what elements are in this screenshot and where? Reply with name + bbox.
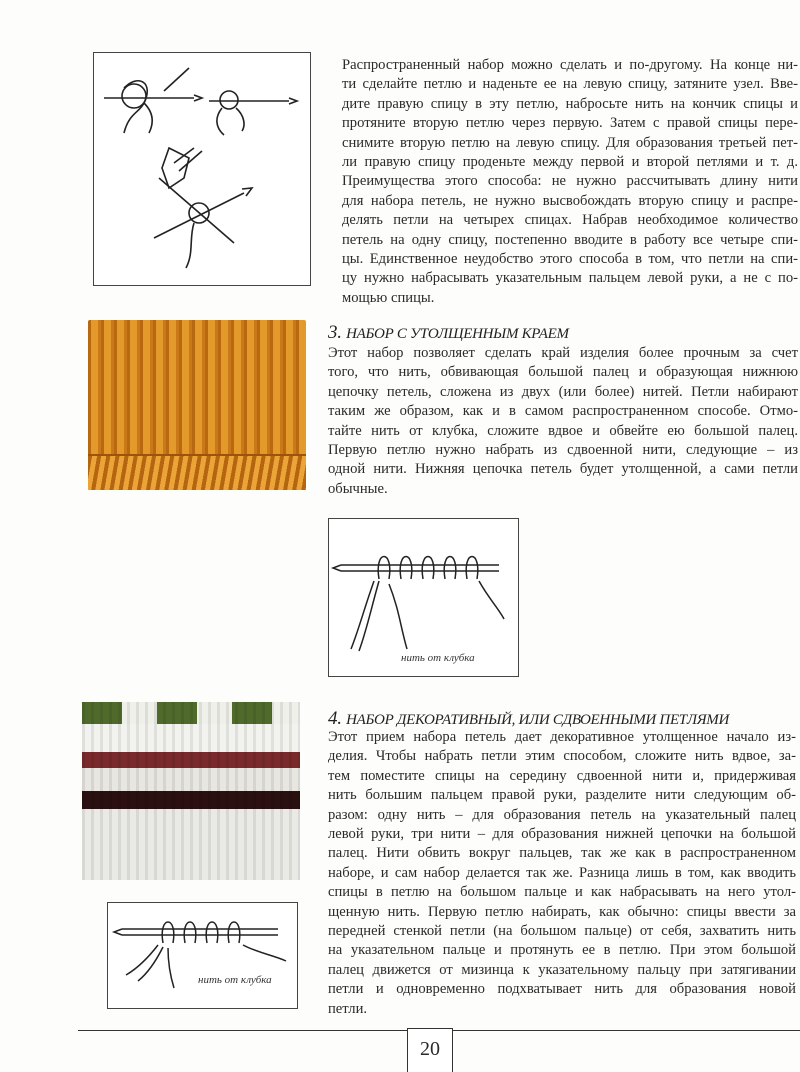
text-line: палец. Нити обвить вокруг пальцев, так же как в распространенном <box>328 845 796 862</box>
text-line: спицы в петлю на большом пальце и как набрасывать на него утол- <box>328 884 796 901</box>
yarn-label: нить от клубка <box>198 974 272 986</box>
text-line: для набора петель, не нужно высвобождать вторую спицу и распре- <box>342 192 798 209</box>
text-line: Преимущества этого способа: не нужно рассчитывать длину нити <box>342 173 798 190</box>
text-line: обычные. <box>328 480 388 497</box>
text-line: мощью спицы. <box>342 289 435 306</box>
section-4-heading <box>328 708 729 730</box>
text-line: Первую петлю нужно набрать из сдвоенной нити, следующие – из <box>328 442 798 459</box>
text-line: на указательном пальце и протянуть ее в петлю. При этом большой <box>328 942 796 959</box>
needle-loops-illustration <box>108 903 297 1008</box>
text-line: нить большим пальцем правой руки, разделите нити следующим об- <box>328 787 796 804</box>
text-line: цу нужно набрасывать указательным пальцем левой руки, а не с по- <box>342 270 798 287</box>
needle-loops-illustration <box>329 519 518 676</box>
section-title: НАБОР ДЕКОРАТИВНЫЙ, ИЛИ СДВОЕННЫМИ ПЕТЛЯМИ <box>346 712 729 728</box>
section-3-heading <box>328 322 569 344</box>
text-line: разом: одну нить – для образования петель на указательный палец <box>328 806 796 823</box>
text-line: ти сделайте петлю и наденьте ее на левую спицу, затяните узел. Вве- <box>342 76 798 93</box>
needle-loop-illustration <box>94 53 310 285</box>
text-line: Этот прием набора петель дает декоративное утолщенное начало из- <box>328 729 796 745</box>
text-line: петель на одну спицу, постепенно вводите в работу все четыре спи- <box>342 231 798 248</box>
section-4-paragraph <box>328 728 796 1019</box>
text-line: палец движется от мизинца к указательному пальцу при затягивании <box>328 961 796 978</box>
text-line: тайте нить от клубка, сложите вдвое и обвейте ею большой палец. <box>328 422 798 439</box>
yarn-label: нить от клубка <box>401 652 475 664</box>
text-line: протяните вторую петлю через первую. Затем с правой спицы пере- <box>342 115 798 132</box>
decorative-cast-on-diagram <box>107 902 298 1009</box>
text-line: того, что нить, обвивающая большой палец и образующая нижнюю <box>328 364 798 381</box>
text-line: Распространенный набор можно сделать и по-другому. На конце ни- <box>342 57 798 73</box>
text-line: петли. <box>328 1000 368 1017</box>
text-line: наборе, и сам набор делается так же. Разница лишь в том, как вводить <box>328 864 796 881</box>
text-line: делия. Чтобы набрать петли этим способом, сложите нить вдвое, за- <box>328 748 796 765</box>
text-line: левой руки, три нити – для образования нижней цепочки на большой <box>328 826 796 843</box>
text-line: петли и одновременно подхватывает нить для образования новой <box>328 981 796 998</box>
page-number: 20 <box>407 1028 453 1072</box>
text-line: щенную нить. Первую петлю набирать, как обычно: спицы ввести за <box>328 903 796 920</box>
text-line: ли правую спицу проденьте между первой и второй петлями и т. д. <box>342 154 798 171</box>
orange-knit-swatch-photo <box>88 320 306 490</box>
text-line: дите правую спицу в эту петлю, набросьте нить на кончик спицы и <box>342 95 798 112</box>
intro-paragraph <box>342 56 798 308</box>
text-line: таким же образом, как и в самом распространенном способе. Отмо- <box>328 403 798 420</box>
text-line: делять петли на четырех спицах. Набрав необходимое количество <box>342 212 798 229</box>
text-line: тем поместите спицы на середину сдвоенной нити и, придерживая <box>328 767 796 784</box>
text-line: цепочку петель, сложена из двух (или более) нитей. Петли набирают <box>328 383 798 400</box>
text-line: передней стенкой петли (на большом пальце) от себя, захватить нить <box>328 923 796 940</box>
text-line: снимите вторую петлю на левую спицу. Для образования третьей пет- <box>342 134 798 151</box>
text-line: цы. Единственное неудобство этого способа в том, что петли на спи- <box>342 251 798 268</box>
striped-knit-swatch-photo <box>82 702 300 880</box>
text-line: Этот набор позволяет сделать край изделия более прочным за счет <box>328 345 798 361</box>
cast-on-diagram <box>93 52 311 286</box>
section-3-paragraph <box>328 344 798 499</box>
section-number: 4. <box>328 708 342 729</box>
section-title: НАБОР С УТОЛЩЕННЫМ КРАЕМ <box>346 326 569 342</box>
section-number: 3. <box>328 322 342 343</box>
thick-edge-diagram <box>328 518 519 677</box>
text-line: одной нити. Нижняя цепочка петель будет утолщенной, а сами петли <box>328 461 798 478</box>
